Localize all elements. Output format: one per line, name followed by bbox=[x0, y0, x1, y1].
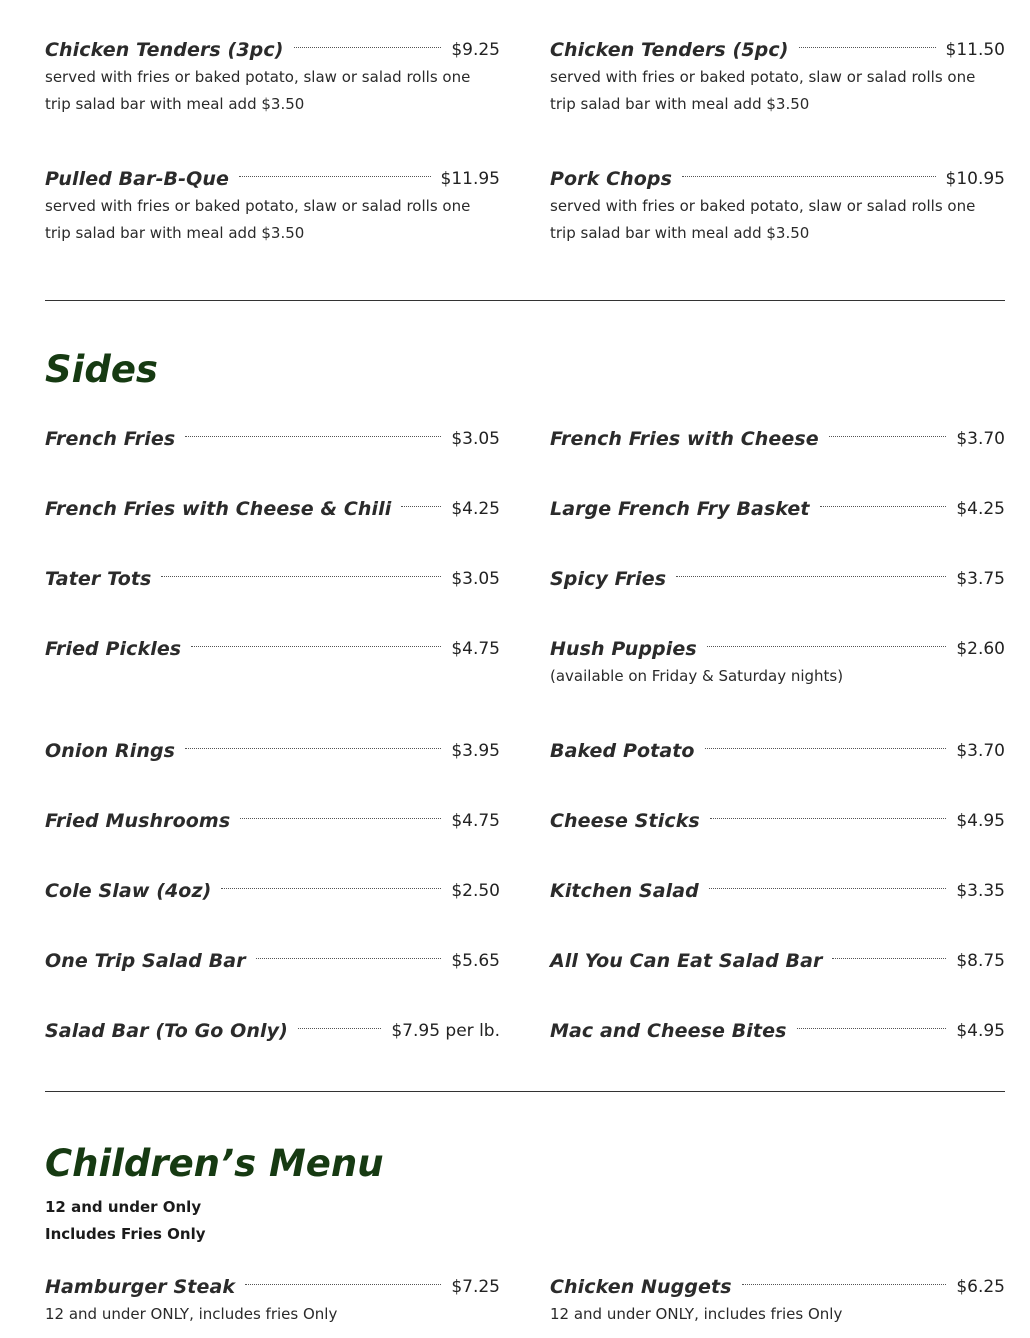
item-price: $2.50 bbox=[451, 881, 500, 901]
item-price: $2.60 bbox=[956, 639, 1005, 659]
menu-item-fried-pickles bbox=[45, 637, 500, 739]
item-price: $7.25 bbox=[451, 1277, 500, 1297]
item-price: $11.95 bbox=[440, 169, 500, 189]
dotted-leader bbox=[709, 888, 946, 889]
dotted-leader bbox=[707, 646, 947, 647]
dotted-leader bbox=[682, 176, 935, 177]
dotted-leader bbox=[710, 818, 946, 819]
item-name: Tater Tots bbox=[45, 568, 152, 590]
item-price: $8.75 bbox=[956, 951, 1005, 971]
menu-item-baked-potato bbox=[550, 739, 1005, 809]
section-divider bbox=[45, 300, 1005, 301]
menu-item-mac-and-cheese-bites bbox=[550, 1019, 1005, 1089]
dotted-leader bbox=[240, 818, 441, 819]
dotted-leader bbox=[401, 506, 441, 507]
item-name: Kitchen Salad bbox=[550, 880, 699, 902]
item-description: served with fries or baked potato, slaw or salad rolls one trip salad bar with meal add $3.50 bbox=[550, 197, 976, 242]
item-price: $4.95 bbox=[956, 1021, 1005, 1041]
dotted-leader bbox=[797, 1028, 947, 1029]
item-name: Mac and Cheese Bites bbox=[550, 1020, 787, 1042]
menu-item-onion-rings bbox=[45, 739, 500, 809]
menu-item-salad-bar-to-go bbox=[45, 1019, 500, 1089]
dotted-leader bbox=[820, 506, 947, 507]
dotted-leader bbox=[742, 1284, 947, 1285]
item-price: $4.95 bbox=[956, 811, 1005, 831]
dotted-leader bbox=[676, 576, 946, 577]
item-name: French Fries bbox=[45, 428, 176, 450]
item-price: $4.75 bbox=[451, 639, 500, 659]
sides-heading: Sides bbox=[45, 348, 158, 391]
item-name: Cole Slaw (4oz) bbox=[45, 880, 212, 902]
item-description: 12 and under ONLY, includes fries Only bbox=[550, 1305, 843, 1323]
menu-item-large-french-fry-basket bbox=[550, 497, 1005, 567]
menu-item-french-fries bbox=[45, 427, 500, 497]
menu-item-chicken-tenders-5pc bbox=[550, 38, 1005, 167]
item-name: Hamburger Steak bbox=[45, 1276, 236, 1298]
item-price: $7.95 per lb. bbox=[391, 1021, 500, 1041]
menu-item-kitchen-salad bbox=[550, 879, 1005, 949]
menu-item-cole-slaw bbox=[45, 879, 500, 949]
childrens-menu-notes bbox=[45, 1194, 1005, 1248]
menu-item-cheese-sticks bbox=[550, 809, 1005, 879]
item-name: Chicken Tenders (3pc) bbox=[45, 39, 284, 61]
menu-item-hush-puppies bbox=[550, 637, 1005, 739]
dotted-leader bbox=[221, 888, 441, 889]
menu-item-pork-chops bbox=[550, 167, 1005, 296]
sides-section bbox=[45, 427, 1005, 1089]
item-name: Hush Puppies bbox=[550, 638, 697, 660]
item-name: Fried Pickles bbox=[45, 638, 182, 660]
menu-item-french-fries-cheese-chili bbox=[45, 497, 500, 567]
dotted-leader bbox=[294, 47, 442, 48]
item-price: $4.25 bbox=[451, 499, 500, 519]
item-price: $5.65 bbox=[451, 951, 500, 971]
item-price: $4.75 bbox=[451, 811, 500, 831]
menu-item-french-fries-with-cheese bbox=[550, 427, 1005, 497]
dotted-leader bbox=[256, 958, 442, 959]
item-name: French Fries with Cheese & Chili bbox=[45, 498, 392, 520]
item-price: $3.75 bbox=[956, 569, 1005, 589]
item-price: $3.05 bbox=[451, 569, 500, 589]
item-description: (available on Friday & Saturday nights) bbox=[550, 667, 844, 685]
dotted-leader bbox=[705, 748, 947, 749]
item-price: $3.35 bbox=[956, 881, 1005, 901]
item-name: Salad Bar (To Go Only) bbox=[45, 1020, 288, 1042]
item-name: Cheese Sticks bbox=[550, 810, 700, 832]
dotted-leader bbox=[161, 576, 441, 577]
item-name: One Trip Salad Bar bbox=[45, 950, 246, 972]
menu-item-chicken-tenders-3pc bbox=[45, 38, 500, 167]
item-price: $9.25 bbox=[451, 40, 500, 60]
childrens-menu-section bbox=[45, 1275, 1005, 1328]
dotted-leader bbox=[191, 646, 441, 647]
item-name: Pulled Bar-B-Que bbox=[45, 168, 229, 190]
section-divider bbox=[45, 1091, 1005, 1092]
item-price: $11.50 bbox=[945, 40, 1005, 60]
item-description: served with fries or baked potato, slaw or salad rolls one trip salad bar with meal add $3.50 bbox=[550, 68, 976, 113]
entrees-section bbox=[45, 38, 1005, 296]
dotted-leader bbox=[832, 958, 946, 959]
item-description: served with fries or baked potato, slaw or salad rolls one trip salad bar with meal add $3.50 bbox=[45, 197, 471, 242]
item-name: All You Can Eat Salad Bar bbox=[550, 950, 823, 972]
item-name: Onion Rings bbox=[45, 740, 176, 762]
item-price: $6.25 bbox=[956, 1277, 1005, 1297]
dotted-leader bbox=[799, 47, 936, 48]
dotted-leader bbox=[298, 1028, 381, 1029]
item-price: $10.95 bbox=[945, 169, 1005, 189]
item-name: Chicken Tenders (5pc) bbox=[550, 39, 789, 61]
dotted-leader bbox=[185, 748, 441, 749]
item-name: Baked Potato bbox=[550, 740, 695, 762]
item-name: Pork Chops bbox=[550, 168, 673, 190]
item-price: $3.05 bbox=[451, 429, 500, 449]
menu-item-all-you-can-eat-salad-bar bbox=[550, 949, 1005, 1019]
menu-item-pulled-bar-b-que bbox=[45, 167, 500, 296]
item-price: $3.70 bbox=[956, 429, 1005, 449]
dotted-leader bbox=[239, 176, 431, 177]
menu-item-tater-tots bbox=[45, 567, 500, 637]
menu-item-chicken-nuggets bbox=[550, 1275, 1005, 1328]
item-price: $4.25 bbox=[956, 499, 1005, 519]
menu-item-hamburger-steak bbox=[45, 1275, 500, 1328]
dotted-leader bbox=[829, 436, 947, 437]
dotted-leader bbox=[245, 1284, 441, 1285]
item-name: Chicken Nuggets bbox=[550, 1276, 732, 1298]
item-name: French Fries with Cheese bbox=[550, 428, 819, 450]
includes-note: Includes Fries Only bbox=[45, 1225, 206, 1243]
dotted-leader bbox=[185, 436, 441, 437]
menu-item-spicy-fries bbox=[550, 567, 1005, 637]
menu-item-fried-mushrooms bbox=[45, 809, 500, 879]
item-name: Large French Fry Basket bbox=[550, 498, 810, 520]
item-description: served with fries or baked potato, slaw or salad rolls one trip salad bar with meal add $3.50 bbox=[45, 68, 471, 113]
item-name: Fried Mushrooms bbox=[45, 810, 231, 832]
childrens-menu-heading: Children’s Menu bbox=[45, 1142, 384, 1185]
menu-item-one-trip-salad-bar bbox=[45, 949, 500, 1019]
item-name: Spicy Fries bbox=[550, 568, 667, 590]
item-price: $3.95 bbox=[451, 741, 500, 761]
age-restriction-note: 12 and under Only bbox=[45, 1198, 202, 1216]
item-description: 12 and under ONLY, includes fries Only bbox=[45, 1305, 338, 1323]
item-price: $3.70 bbox=[956, 741, 1005, 761]
